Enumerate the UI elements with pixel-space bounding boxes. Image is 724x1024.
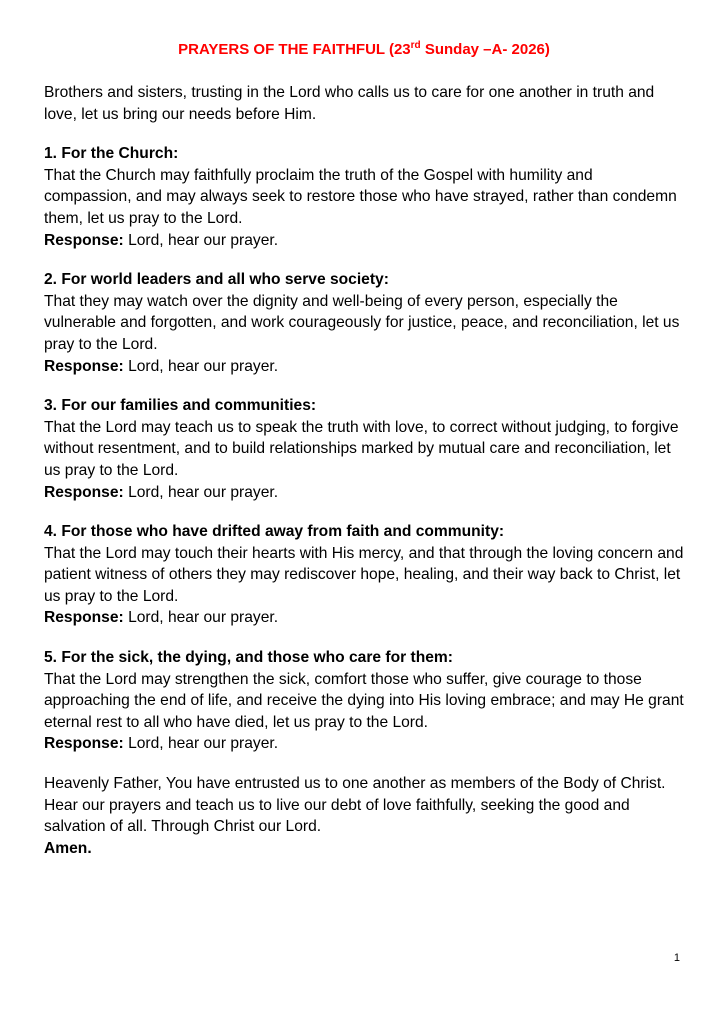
closing-text: Heavenly Father, You have entrusted us to one another as members of the Body of Christ. Hear our prayers and teach us to live our debt of love faithfully, seeking the good and salvation of all. Through Christ our Lord.	[44, 775, 666, 836]
page-number: 1	[673, 952, 680, 964]
petition-text: That they may watch over the dignity and well-being of every person, especially the vulnerable and forgotten, and work courageously for justice, peace, and reconciliation, let us pray to the Lord.	[44, 292, 680, 353]
petition-1	[44, 143, 684, 251]
title-main: PRAYERS OF THE FAITHFUL (23	[178, 41, 411, 58]
intro-paragraph: Brothers and sisters, trusting in the Lord who calls us to care for one another in truth and love, let us bring our needs before Him.	[44, 84, 655, 123]
petition-3	[44, 395, 684, 503]
response-text: Lord, hear our prayer.	[123, 609, 279, 627]
petition-4	[44, 521, 684, 629]
petition-heading: 5. For the sick, the dying, and those who care for them:	[44, 649, 453, 667]
response-text: Lord, hear our prayer.	[123, 231, 279, 249]
petition-text: That the Lord may touch their hearts with His mercy, and that through the loving concern and patient witness of others they may rediscover hope, healing, and their way back to Christ, let us pray to the Lord.	[44, 544, 684, 605]
petition-heading: 3. For our families and communities:	[44, 397, 317, 415]
petition-text: That the Lord may strengthen the sick, comfort those who suffer, give courage to those approaching the end of life, and receive the dying into His loving embrace; and may He grant eternal rest to all who have died, let us pray to the Lord.	[44, 670, 684, 731]
petition-text: That the Church may faithfully proclaim the truth of the Gospel with humility and compassion, and may always seek to restore those who have strayed, rather than condemn them, let us pray to the Lord.	[44, 166, 677, 227]
amen: Amen.	[44, 839, 92, 857]
response-label: Response:	[44, 231, 124, 249]
petition-heading: 2. For world leaders and all who serve society:	[44, 271, 389, 289]
petition-heading: 4. For those who have drifted away from faith and community:	[44, 523, 505, 541]
title-ordinal-suffix: rd	[410, 40, 421, 51]
document-page	[44, 40, 684, 859]
response-label: Response:	[44, 609, 124, 627]
response-label: Response:	[44, 735, 124, 753]
closing-prayer	[44, 773, 684, 859]
response-label: Response:	[44, 483, 124, 501]
petition-2	[44, 269, 684, 377]
response-text: Lord, hear our prayer.	[123, 483, 279, 501]
response-text: Lord, hear our prayer.	[123, 735, 279, 753]
title-rest: Sunday –A- 2026)	[420, 41, 550, 58]
page-title	[44, 40, 684, 60]
petition-heading: 1. For the Church:	[44, 145, 179, 163]
petition-text: That the Lord may teach us to speak the truth with love, to correct without judging, to forgive without resentment, and to build relationships marked by mutual care and reconciliation, let us pray to the Lord.	[44, 418, 679, 479]
response-label: Response:	[44, 357, 124, 375]
petition-5	[44, 647, 684, 755]
response-text: Lord, hear our prayer.	[123, 357, 279, 375]
